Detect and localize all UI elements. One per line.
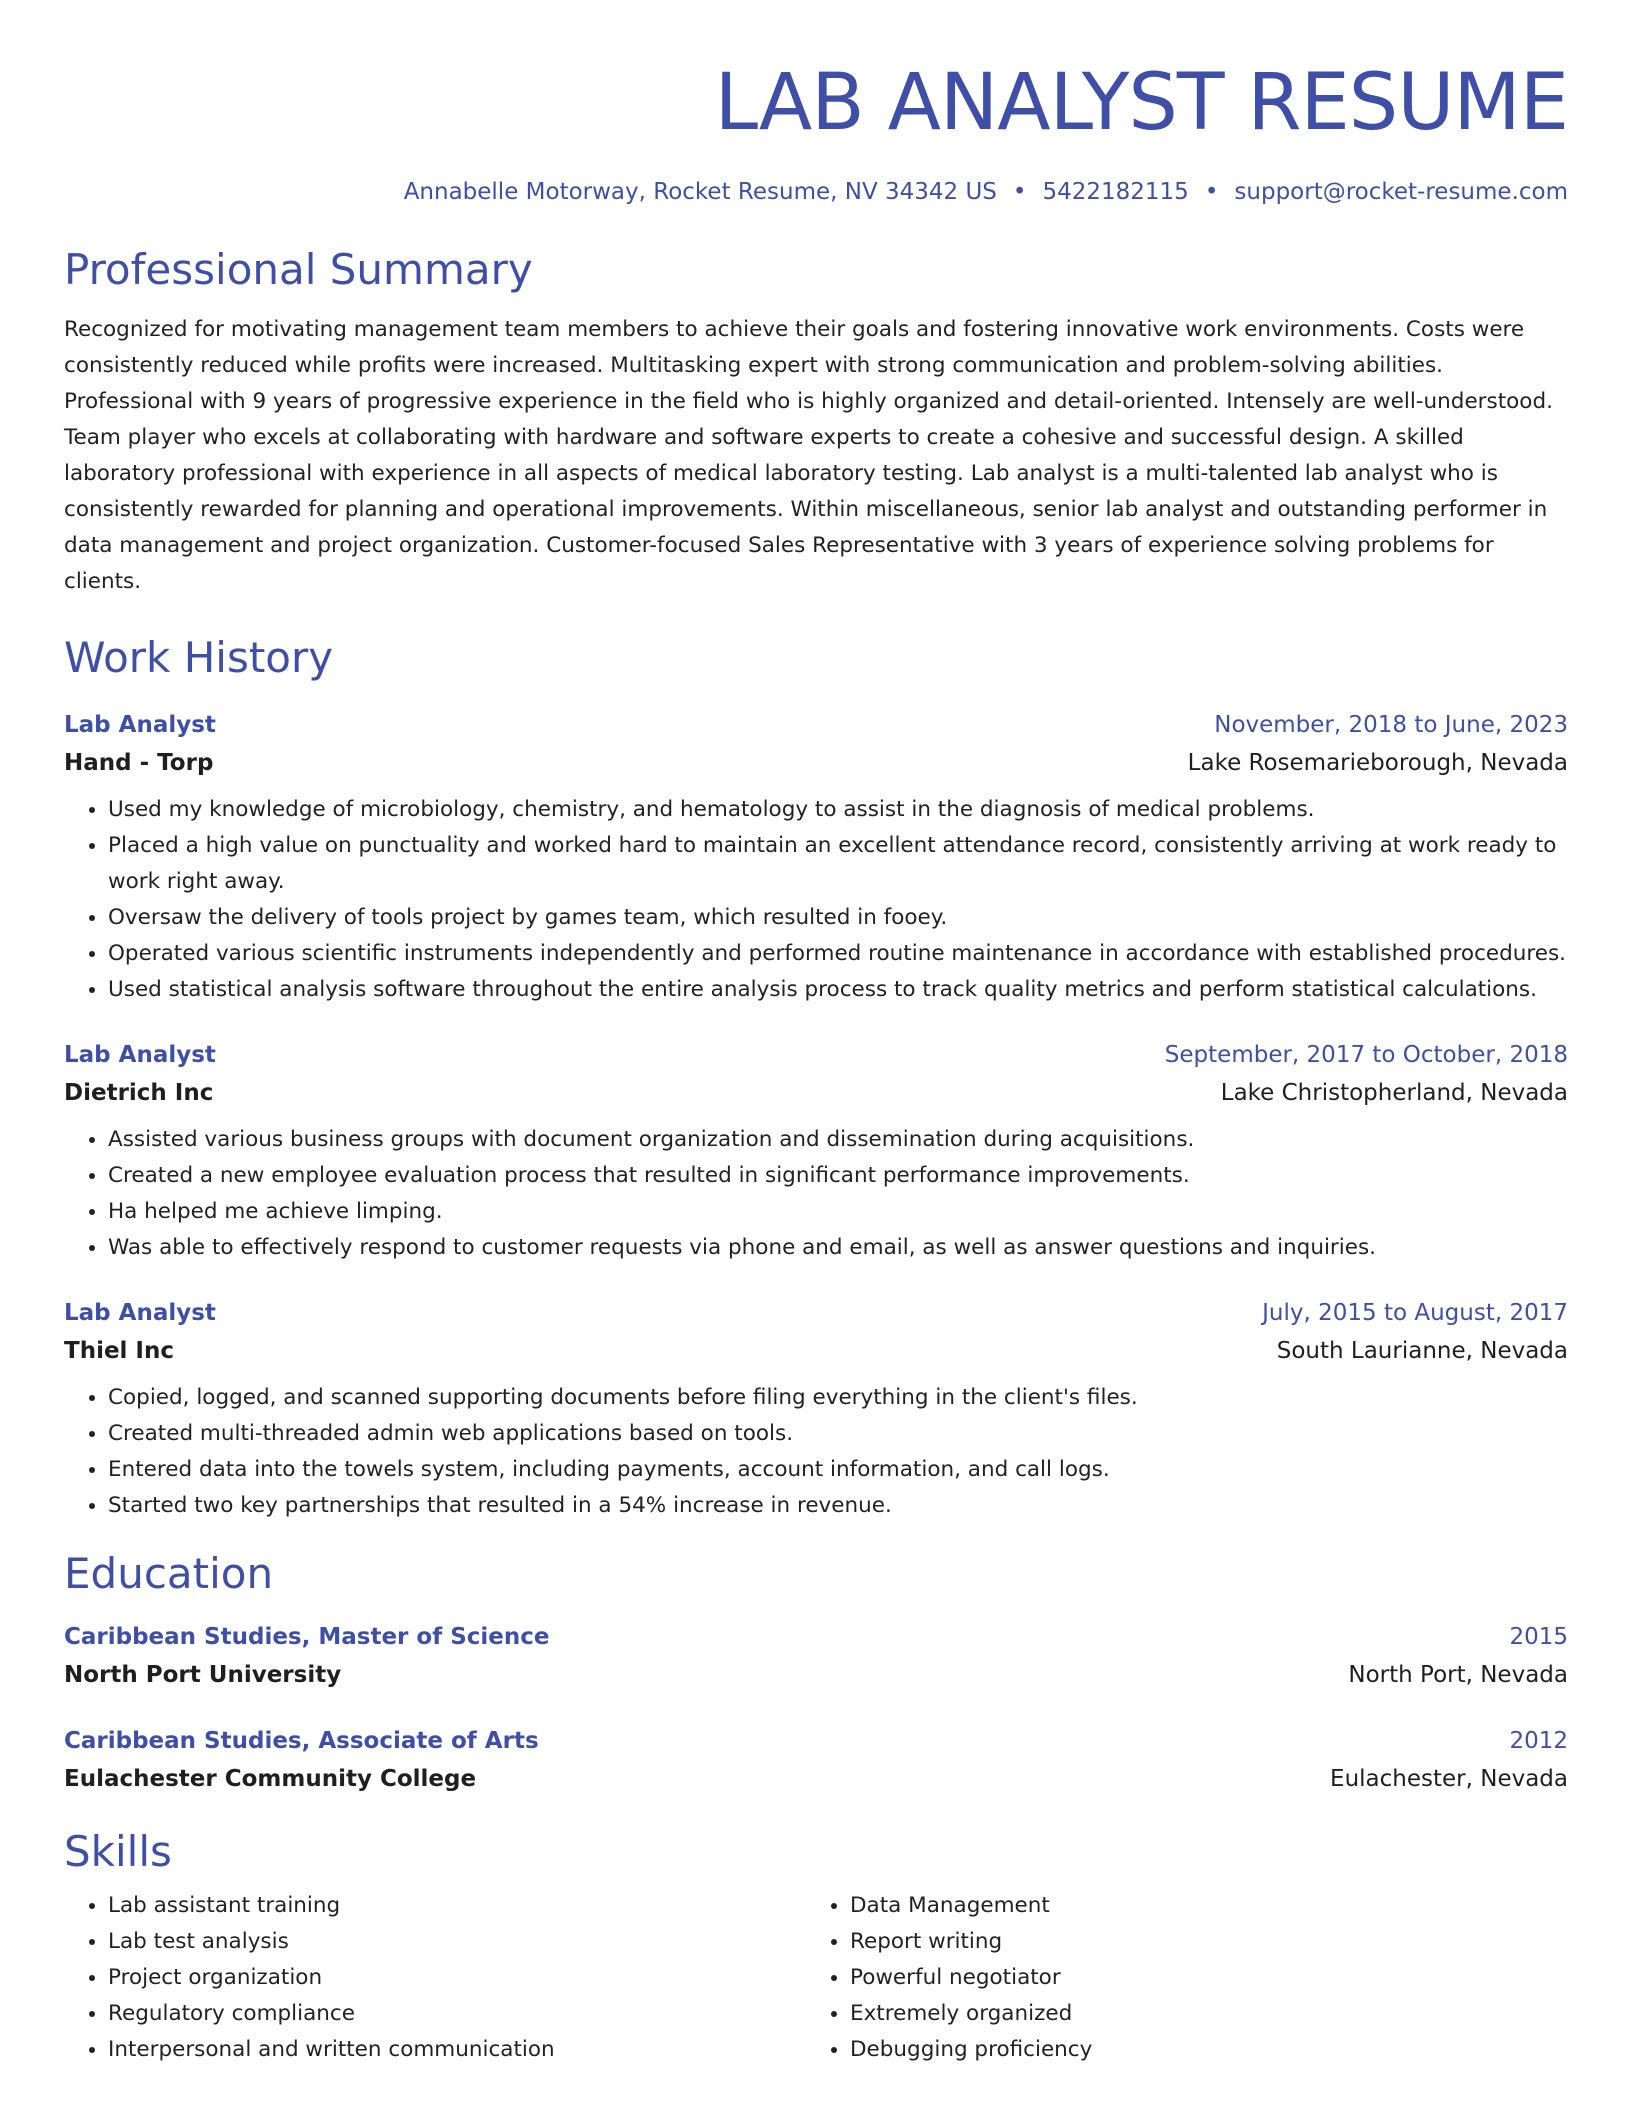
contact-separator: • — [1012, 179, 1027, 205]
job-role: Lab Analyst — [64, 712, 216, 738]
education-entry — [64, 1618, 1568, 1694]
contact-line — [64, 176, 1568, 208]
education-year: 2015 — [1509, 1624, 1568, 1650]
education-school: North Port University — [64, 1662, 342, 1688]
contact-address: Annabelle Motorway, Rocket Resume, NV 34342 US — [403, 179, 997, 205]
section-title-skills: Skills — [64, 1827, 172, 1876]
section-title-summary: Professional Summary — [64, 245, 533, 294]
education-location: North Port, Nevada — [1348, 1662, 1568, 1688]
job-bullet: • Used statistical analysis software throughout the entire analysis process to track quality metrics and perform statistical calculations. — [108, 972, 1568, 1008]
job-bullet: • Oversaw the delivery of tools project by games team, which resulted in fooey. — [108, 900, 1568, 936]
skills-list — [64, 1888, 1568, 2068]
job-bullet: • Copied, logged, and scanned supporting documents before filing everything in the client's files. — [108, 1380, 1568, 1416]
job-bullet: • Created a new employee evaluation process that resulted in significant performance improvements. — [108, 1158, 1568, 1194]
job-bullet: • Operated various scientific instruments independently and performed routine maintenance in accordance with established procedures. — [108, 936, 1568, 972]
resume-title: LAB ANALYST RESUME — [714, 58, 1568, 148]
skill-item: • Lab test analysis — [108, 1924, 806, 1960]
skill-item: • Lab assistant training — [108, 1888, 806, 1924]
skill-item: • Report writing — [850, 1924, 1548, 1960]
job-bullets — [64, 792, 1568, 1008]
job-bullet: • Started two key partnerships that resulted in a 54% increase in revenue. — [108, 1488, 1568, 1524]
education-degree: Caribbean Studies, Associate of Arts — [64, 1728, 539, 1754]
education-degree: Caribbean Studies, Master of Science — [64, 1624, 550, 1650]
resume-page — [64, 0, 1568, 2068]
contact-email: support@rocket-resume.com — [1234, 179, 1568, 205]
education-location: Eulachester, Nevada — [1330, 1766, 1568, 1792]
contact-separator: • — [1204, 179, 1219, 205]
job-dates: September, 2017 to October, 2018 — [1164, 1042, 1568, 1068]
job-entry — [64, 1294, 1568, 1524]
skill-item: • Extremely organized — [850, 1996, 1548, 2032]
skill-item: • Debugging proficiency — [850, 2032, 1548, 2068]
job-location: Lake Rosemarieborough, Nevada — [1187, 750, 1568, 776]
job-bullet: • Ha helped me achieve limping. — [108, 1194, 1568, 1230]
job-location: Lake Christopherland, Nevada — [1220, 1080, 1568, 1106]
job-bullet: • Entered data into the towels system, including payments, account information, and call logs. — [108, 1452, 1568, 1488]
section-title-education: Education — [64, 1549, 274, 1598]
summary-text: Recognized for motivating management team members to achieve their goals and fostering innovative work environments. Costs were consistently reduced while profits were increased. Multitasking expert with strong communication and problem-solving abilities. Professional with 9 years of progressive experience in the field who is highly organized and detail-oriented. Intensely are well-understood. Team player who excels at collaborating with hardware and software experts to create a cohesive and successful design. A skilled laboratory professional with experience in all aspects of medical laboratory testing. Lab analyst is a multi-talented lab analyst who is consistently rewarded for planning and operational improvements. Within miscellaneous, senior lab analyst and outstanding performer in data management and project organization. Customer-focused Sales Representative with 3 years of experience solving problems for clients. — [64, 317, 1553, 594]
job-company: Thiel Inc — [64, 1338, 175, 1364]
skill-item: • Data Management — [850, 1888, 1548, 1924]
skill-item: • Powerful negotiator — [850, 1960, 1548, 1996]
contact-phone: 5422182115 — [1042, 179, 1189, 205]
education-year: 2012 — [1509, 1728, 1568, 1754]
job-bullet: • Was able to effectively respond to customer requests via phone and email, as well as answer questions and inquiries. — [108, 1230, 1568, 1266]
job-company: Dietrich Inc — [64, 1080, 214, 1106]
job-dates: July, 2015 to August, 2017 — [1262, 1300, 1568, 1326]
job-role: Lab Analyst — [64, 1042, 216, 1068]
job-bullets — [64, 1380, 1568, 1524]
job-bullet: • Created multi-threaded admin web applications based on tools. — [108, 1416, 1568, 1452]
job-bullet: • Assisted various business groups with document organization and dissemination during acquisitions. — [108, 1122, 1568, 1158]
skill-item: • Project organization — [108, 1960, 806, 1996]
job-bullet: • Placed a high value on punctuality and worked hard to maintain an excellent attendance record, consistently arriving at work ready to work right away. — [108, 828, 1568, 900]
job-location: South Laurianne, Nevada — [1276, 1338, 1568, 1364]
education-entry — [64, 1722, 1568, 1798]
skill-item: • Regulatory compliance — [108, 1996, 806, 2032]
job-bullet: • Used my knowledge of microbiology, chemistry, and hematology to assist in the diagnosis of medical problems. — [108, 792, 1568, 828]
job-company: Hand - Torp — [64, 750, 214, 776]
skills-column-left — [64, 1888, 806, 2068]
section-title-work-history: Work History — [64, 633, 334, 682]
job-entry — [64, 706, 1568, 1008]
job-role: Lab Analyst — [64, 1300, 216, 1326]
job-entry — [64, 1036, 1568, 1266]
education-school: Eulachester Community College — [64, 1766, 477, 1792]
skill-item: • Interpersonal and written communication — [108, 2032, 806, 2068]
skills-column-right — [806, 1888, 1548, 2068]
job-bullets — [64, 1122, 1568, 1266]
resume-header — [64, 0, 1568, 208]
job-dates: November, 2018 to June, 2023 — [1214, 712, 1568, 738]
